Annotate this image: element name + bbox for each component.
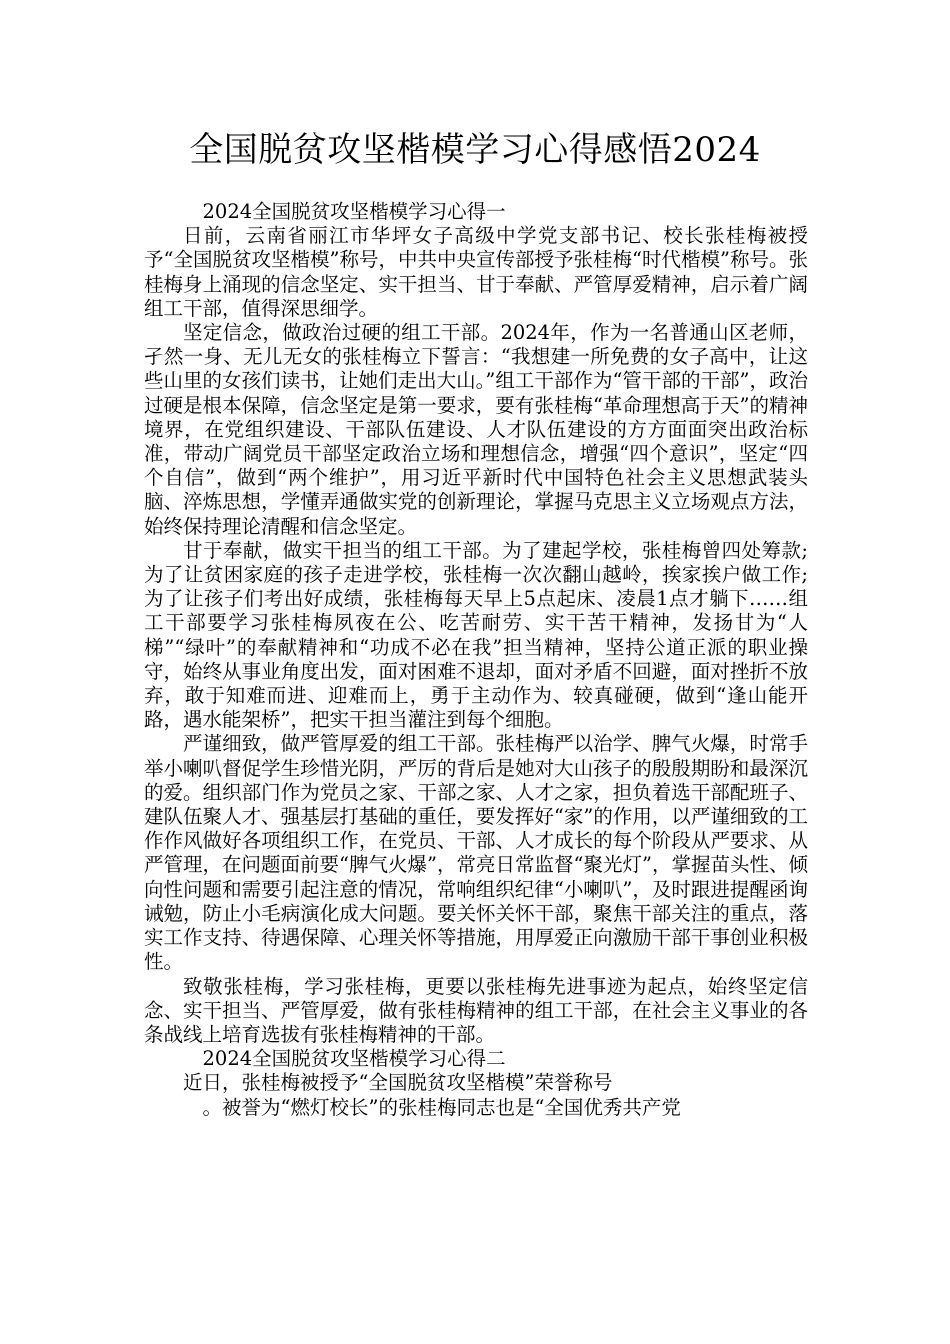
- document-body: [144, 200, 808, 1120]
- paragraph-continuation: 。被誉为“燃灯校长”的张桂梅同志也是“全国优秀共产党: [202, 1095, 681, 1119]
- section-heading-2: 2024全国脱贫攻坚楷模学习心得二: [202, 1047, 506, 1071]
- document-title: 全国脱贫攻坚楷模学习心得感悟2024: [189, 130, 761, 170]
- section-heading-1: 2024全国脱贫攻坚楷模学习心得一: [202, 200, 506, 223]
- paragraph-recent: 近日，张桂梅被授予“全国脱贫攻坚楷模”荣誉称号: [183, 1071, 613, 1095]
- paragraph-tribute: 致敬张桂梅，学习张桂梅，更要以张桂梅先进事迹为起点，始终坚定信念、实干担当、严管厚爱，做有张桂梅精神的组工干部，在社会主义事业的各条战线上培育选拔有张桂梅精神的干部。: [144, 974, 808, 1046]
- paragraph-strict-care: 严谨细致，做严管厚爱的组工干部。张桂梅严以治学、脾气火爆，时常手举小喇叭督促学生珍惜光阴，严厉的背后是她对大山孩子的殷殷期盼和最深沉的爱。组织部门作为党员之家、干部之家、人才之家，担负着选干部配班子、建队伍聚人才、强基层打基础的重任，要发挥好“家”的作用，以严谨细致的工作作风做好各项组织工作，在党员、干部、人才成长的每个阶段从严要求、从严管理，在问题面前要“脾气火爆”，常亮日常监督“聚光灯”，掌握苗头性、倾向性问题和需要引起注意的情况，常响组织纪律“小喇叭”，及时跟进提醒函询诫勉，防止小毛病演化成大问题。要关怀关怀干部，聚焦干部关注的重点，落实工作支持、待遇保障、心理关怀等措施，用厚爱正向激励干部干事创业积极性。: [144, 732, 808, 974]
- paragraph-dedication: 甘于奉献，做实干担当的组工干部。为了建起学校，张桂梅曾四处筹款;为了让贫困家庭的孩子走进学校，张桂梅一次次翻山越岭，挨家挨户做工作;为了让孩子们考出好成绩，张桂梅每天早上5点起床、凌晨1点才躺下……组工干部要学习张桂梅夙夜在公、吃苦耐劳、实干苦干精神，发扬甘为“人梯”“绿叶”的奉献精神和“功成不必在我”担当精神，坚持公道正派的职业操守，始终从事业角度出发，面对困难不退却，面对矛盾不回避，面对挫折不放弃，敢于知难而进、迎难而上，勇于主动作为、较真碰硬，做到“逢山能开路，遇水能架桥”，把实干担当灌注到每个细胞。: [144, 538, 808, 732]
- paragraph-intro: 日前，云南省丽江市华坪女子高级中学党支部书记、校长张桂梅被授予“全国脱贫攻坚楷模”称号，中共中央宣传部授予张桂梅“时代楷模”称号。张桂梅身上涌现的信念坚定、实干担当、甘于奉献、严管厚爱精神，启示着广阔组工干部，值得深思细学。: [144, 224, 808, 320]
- paragraph-faith: 坚定信念，做政治过硬的组工干部。2024年，作为一名普通山区老师，孑然一身、无儿无女的张桂梅立下誓言：“我想建一所免费的女子高中，让这些山里的女孩们读书，让她们走出大山。”组工干部作为“管干部的干部”，政治过硬是根本保障，信念坚定是第一要求，要有张桂梅“革命理想高于天”的精神境界，在党组织建设、干部队伍建设、人才队伍建设的方方面面突出政治标准，带动广阔党员干部坚定政治立场和理想信念，增强“四个意识”，坚定“四个自信”，做到“两个维护”，用习近平新时代中国特色社会主义思想武装头脑、淬炼思想，学懂弄通做实党的创新理论，掌握马克思主义立场观点方法，始终保持理论清醒和信念坚定。: [144, 321, 808, 538]
